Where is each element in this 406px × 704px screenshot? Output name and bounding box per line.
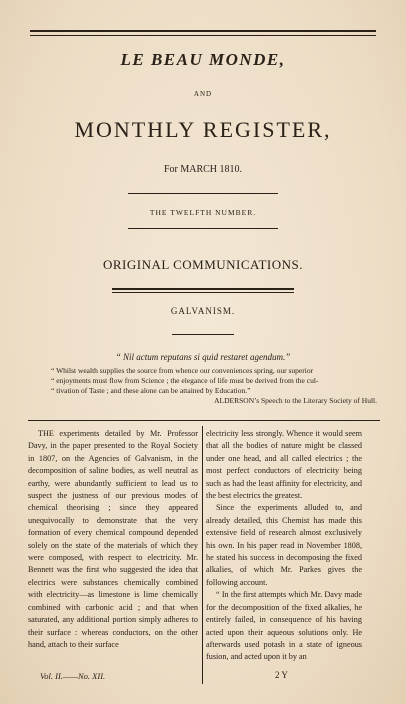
number-rule-top [128,193,278,194]
motto-rule [172,334,234,335]
number-rule-bottom [128,228,278,229]
motto: “ Nil actum reputans si quid restaret agendum.” [115,352,291,362]
right-column [206,428,362,664]
issue-number: THE TWELFTH NUMBER. [149,208,257,217]
volume-number: Vol. II.——No. XII. [40,671,106,681]
epigraph-attribution: ALDERSON’s Speech to the Literary Society of Hull. [214,396,377,405]
signature-mark: 2 Y [275,670,288,680]
magazine-title: LE BEAU MONDE, [120,50,286,69]
magazine-subtitle: MONTHLY REGISTER, [74,117,332,142]
paragraph: electricity less strongly. Whence it would seem that all the bodies of nature might be classed under one head, and all called electrics ; the most perfect conductors of electricity being such as had the least affinity for electricity, and the best electrics the greatest. [206,429,362,501]
article-rule-thick [112,288,294,290]
top-rule-thick [30,30,376,32]
body-rule [28,420,380,421]
left-column [28,428,198,651]
section-heading: ORIGINAL COMMUNICATIONS. [102,257,304,272]
epigraph-line: “ tivation of Taste ; and these alone can be attained by Education.” [51,386,251,395]
issue-date: For MARCH 1810. [163,164,243,175]
title-conjunction: AND [193,90,213,98]
top-rule-thin [30,35,376,36]
epigraph [51,366,377,406]
paragraph: Since the experiments alluded to, and already detailed, this Chemist has made this extensive field of research almost exclusively his own. In his paper read in November 1808, he stated his success in decomposing the fixed alkalies, of which Mr. Parkes gives the following account. [206,503,362,587]
column-divider [202,426,203,684]
article-rule-thin [112,292,294,293]
epigraph-line: “ enjoyments must flow from Science ; the elegance of life must be derived from the cul- [51,376,319,385]
epigraph-line: “ Whilst wealth supplies the source from whence our conveniences spring, our superior [51,366,314,375]
article-title: GALVANISM. [170,306,236,316]
paragraph: THE experiments detailed by Mr. Professor Davy, in the paper presented to the Royal Society in 1807, on the Agencies of Galvanism, in the decomposition of saline bodies, as well neutral as earthy, were abundantly sufficient to lead us to suspect the justness of our previous modes of chemical theorising ; since they appeared unequivocally to demonstrate that the very formation of every chemical compound depended solely on the state of the materials of which they were composed, with respect to electricity. Mr. Bennett was the first who suggested the idea that electrics were substances chemically combined with electricity—as limestone is lime chemically combined with carbonic acid ; and that when saturated, any additional portion simply adheres to their surface : whereas conductors, on the other hand, attach to their surface [28,429,198,649]
paragraph: “ In the first attempts which Mr. Davy made for the decomposition of the fixed alkalies, he entirely failed, in consequence of his having acted upon their aqueous solutions only. He afterwards used potash in a state of igneous fusion, and acted upon it by an [206,590,362,662]
